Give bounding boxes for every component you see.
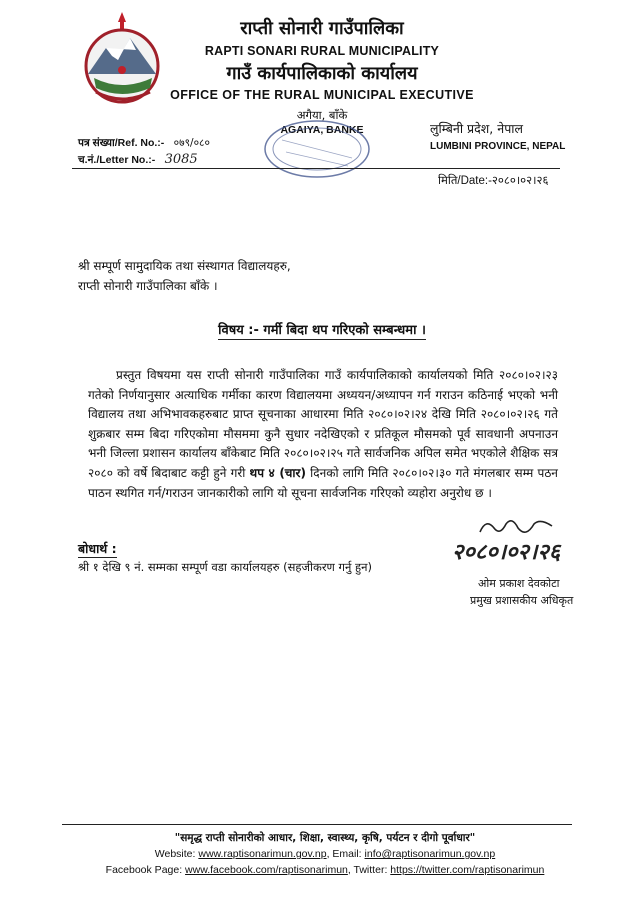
footer-contact-line <box>60 846 590 862</box>
facebook-label: Facebook Page: <box>105 864 183 876</box>
place-nepali: अगैया, बाँके <box>296 108 348 122</box>
municipality-name-english: RAPTI SONARI RURAL MUNICIPALITY <box>204 44 440 58</box>
subject-text: विषय :- गर्मी बिदा थप गरिएको सम्बन्धमा । <box>218 323 426 338</box>
province-english: LUMBINI PROVINCE, NEPAL <box>430 141 566 152</box>
footer-motto: "समृद्ध राप्ती सोनारीको आधार, शिक्षा, स्वास्थ्य, कृषि, पर्यटन र दीगो पूर्वाधार" <box>174 832 476 844</box>
email-link[interactable]: info@raptisonarimun.gov.np <box>364 848 496 860</box>
recipient-line-2: राप्ती सोनारी गाउँपालिका बाँके । <box>78 279 218 293</box>
footer-divider <box>62 824 572 825</box>
letter-number <box>78 152 198 167</box>
office-name-english: OFFICE OF THE RURAL MUNICIPAL EXECUTIVE <box>170 88 474 102</box>
signatory-designation: प्रमुख प्रशासकीय अधिकृत <box>470 594 574 607</box>
province-nepali: लुम्बिनी प्रदेश, नेपाल <box>430 121 524 136</box>
body-paragraph <box>88 366 558 503</box>
place-english: AGAIYA, BANKE <box>280 124 364 136</box>
municipality-name-nepali: राप्ती सोनारी गाउँपालिका <box>240 18 404 39</box>
cc-heading: बोधार्थ : <box>78 541 117 556</box>
email-label: , Email: <box>326 848 362 860</box>
footer-block <box>60 830 590 878</box>
website-link[interactable]: www.raptisonarimun.gov.np <box>198 848 327 860</box>
facebook-link[interactable]: www.facebook.com/raptisonarimun <box>185 864 348 876</box>
twitter-label: , Twitter: <box>347 864 388 876</box>
office-name-nepali: गाउँ कार्यपालिकाको कार्यालय <box>226 63 418 84</box>
subject-line <box>0 320 644 338</box>
ref-number <box>78 136 210 150</box>
body-text-bold: थप ४ (चार) <box>249 465 306 480</box>
website-label: Website: <box>154 848 196 860</box>
date-label: मिति/Date:- <box>438 175 492 187</box>
twitter-link[interactable]: https://twitter.com/raptisonarimun <box>390 864 545 876</box>
letter-value: 3085 <box>164 152 198 167</box>
signatory-name: ओम प्रकाश देवकोटा <box>478 577 560 590</box>
ref-label: पत्र संख्या/Ref. No.:- <box>78 137 165 149</box>
letter-date <box>438 173 548 188</box>
ref-value: ०७९/०८० <box>173 137 210 149</box>
recipient-block <box>78 256 291 296</box>
body-text-2: दिनको लागि मिति २०८०।०२।३० गते मंगलबार सम्म पठन पाठन स्थगित गर्न/गराउन जानकारीको लागि यो सूचना सार्वजनिक गरिएको व्यहोरा अनुरोध छ । <box>88 465 558 500</box>
cc-line: श्री १ देखि ९ नं. सम्मका सम्पूर्ण वडा कार्यालयहरु (सहजीकरण गर्नु हुन) <box>78 560 373 574</box>
header-divider <box>72 168 560 169</box>
recipient-line-1: श्री सम्पूर्ण सामुदायिक तथा संस्थागत विद्यालयहरु, <box>78 259 291 273</box>
signature-date: २०८०।०२।२६ <box>452 539 561 565</box>
body-text-1: प्रस्तुत विषयमा यस राप्ती सोनारी गाउँपालिका गाउँ कार्यपालिकाको कार्यालयको मिति २०८०।०२।२३ गतेको निर्णयानुसार अत्याधिक गर्मीका कारण विद्यालयमा अध्ययन/अध्यापन गर्न गराउन कठिनाई भएको भनी विद्यालय तथा अभिभावकहरुबाट प्राप्त सूचनाका आधारमा मिति २०८०।०२।२४ देखि मिति २०८०।०२।२६ गते शुक्रबार सम्म बिदा गरिएकोमा मौसममा कुनै सुधार नदेखिएको र प्रतिकूल मौसमको पूर्व सावधानी अपनाउन भनी जिल्ला प्रशासन कार्यालय बाँकेबाट मिति २०८०।०२।२५ गते सार्वजनिक अपिल समेत भएकोले शैक्षिक सत्र २०८० को वर्षे बिदाबाट कट्टी हुने गरी <box>88 368 558 480</box>
office-stamp <box>262 118 372 180</box>
date-value: २०८०।०२।२६ <box>491 173 549 187</box>
letter-label: च.नं./Letter No.:- <box>78 154 156 166</box>
footer-social-line <box>60 862 590 878</box>
